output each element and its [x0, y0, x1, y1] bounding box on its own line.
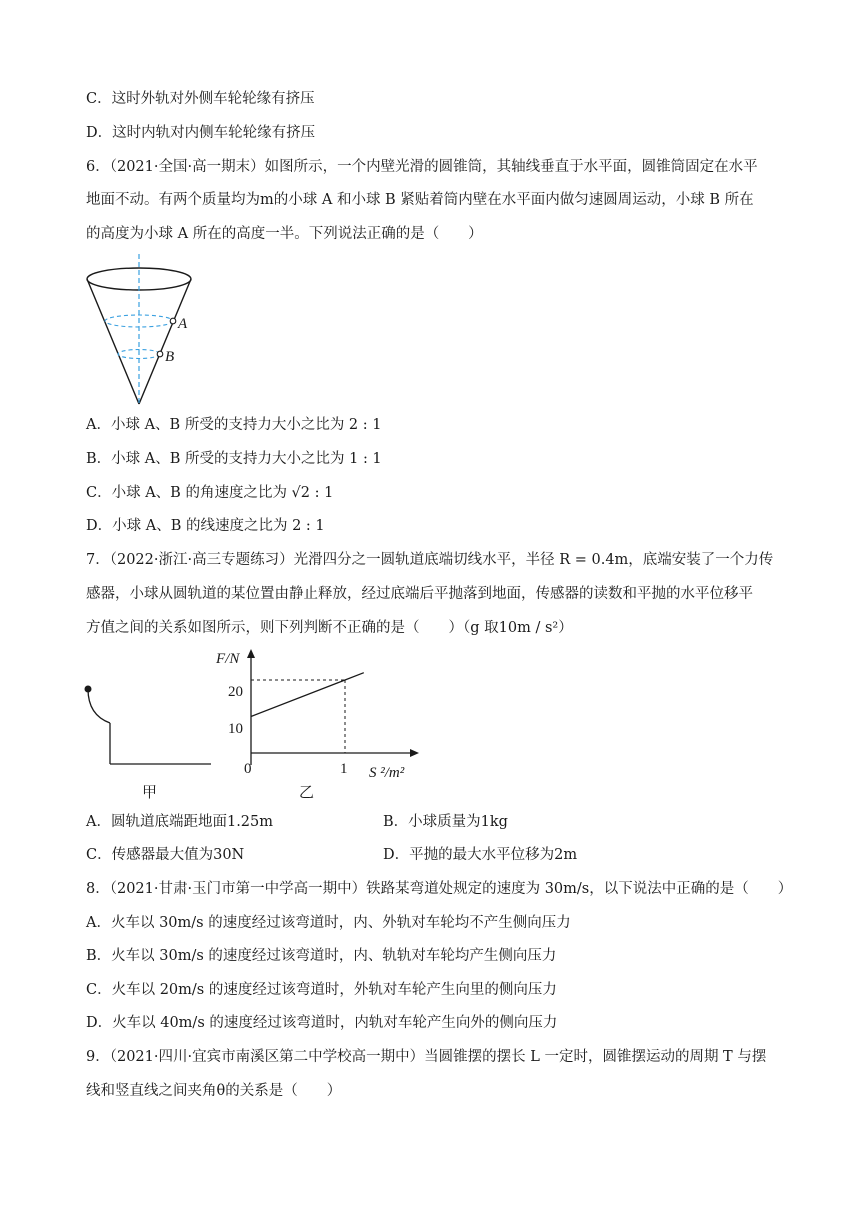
q6-stem-line-1: 6．（2021·全国·高一期末）如图所示，一个内壁光滑的圆锥筒，其轴线垂直于水平面，圆锥筒固定在水平 — [86, 159, 758, 175]
q5-option-c: C．这时外轨对外侧车轮轮缘有挤压 — [86, 91, 315, 107]
label-a: A — [178, 316, 188, 332]
x-tick-0: 0 — [244, 761, 252, 777]
q8-option-a: A．火车以 30m/s 的速度经过该弯道时，内、外轨对车轮均不产生侧向压力 — [86, 915, 571, 931]
q9-stem-line-1: 9．（2021·四川·宜宾市南溪区第二中学校高一期中）当圆锥摆的摆长 L 一定时，圆锥摆运动的周期 T 与摆 — [86, 1049, 767, 1065]
cone-right-wall — [139, 279, 191, 404]
q5-option-d: D．这时内轨对内侧车轮轮缘有挤压 — [86, 125, 316, 141]
q8-stem: 8．（2021·甘肃·玉门市第一中学高一期中）铁路某弯道处规定的速度为 30m/s，以下说法中正确的是（ ） — [86, 881, 793, 897]
q7-option-a: A．圆轨道底端距地面1.25m — [86, 814, 274, 830]
q7-stem-line-2: 感器，小球从圆轨道的某位置由静止释放，经过底端后平抛落到地面，传感器的读数和平抛的水平位移平 — [86, 586, 753, 602]
q7-option-c: C．传感器最大值为30N — [86, 847, 245, 863]
q7-option-d: D．平抛的最大水平位移为2m — [383, 847, 578, 863]
q8-option-d: D．火车以 40m/s 的速度经过该弯道时，内轨对车轮产生向外的侧向压力 — [86, 1015, 558, 1031]
x-tick-1: 1 — [340, 761, 348, 777]
q6-stem-line-2: 地面不动。有两个质量均为m的小球 A 和小球 B 紧贴着筒内壁在水平面内做匀速圆周运动，小球 B 所在 — [86, 192, 754, 208]
track-figure — [76, 675, 216, 805]
q6-option-c: C．小球 A、B 的角速度之比为 √2 : 1 — [86, 485, 334, 501]
q6-option-b: B．小球 A、B 所受的支持力大小之比为 1 : 1 — [86, 451, 382, 467]
label-b: B — [165, 349, 175, 365]
q6-option-d: D．小球 A、B 的线速度之比为 2 : 1 — [86, 518, 325, 534]
y-axis-label: F/N — [216, 651, 240, 667]
caption-right: 乙 — [299, 785, 315, 801]
q9-stem-line-2: 线和竖直线之间夹角θ的关系是（ ） — [86, 1083, 342, 1099]
ball-b — [157, 351, 163, 357]
cone-figure — [84, 254, 204, 409]
q6-stem-line-3: 的高度为小球 A 所在的高度一半。下列说法正确的是（ ） — [86, 226, 483, 242]
q7-stem-line-1: 7．（2022·浙江·高三专题练习）光滑四分之一圆轨道底端切线水平，半径 R = 0.4m，底端安装了一个力传 — [86, 552, 774, 568]
q8-option-b: B．火车以 30m/s 的速度经过该弯道时，内、轨轨对车轮均产生侧向压力 — [86, 948, 557, 964]
series-line — [251, 673, 364, 717]
q6-option-a: A．小球 A、B 所受的支持力大小之比为 2 : 1 — [86, 417, 382, 433]
y-tick-10: 10 — [228, 721, 243, 737]
caption-left: 甲 — [142, 785, 158, 801]
x-axis-arrow — [410, 749, 419, 757]
y-tick-20: 20 — [228, 684, 243, 700]
x-axis-label: S ²/m² — [369, 765, 405, 781]
y-axis-arrow — [247, 649, 255, 658]
ball-a — [170, 318, 176, 324]
q7-option-b: B．小球质量为1kg — [383, 814, 508, 830]
quarter-circle-track — [88, 689, 110, 723]
force-graph — [214, 645, 424, 805]
q8-option-c: C．火车以 20m/s 的速度经过该弯道时，外轨对车轮产生向里的侧向压力 — [86, 982, 557, 998]
cone-left-wall — [87, 279, 139, 404]
q7-stem-line-3: 方值之间的关系如图所示，则下列判断不正确的是（ ）（g 取10m / s²） — [86, 620, 573, 636]
